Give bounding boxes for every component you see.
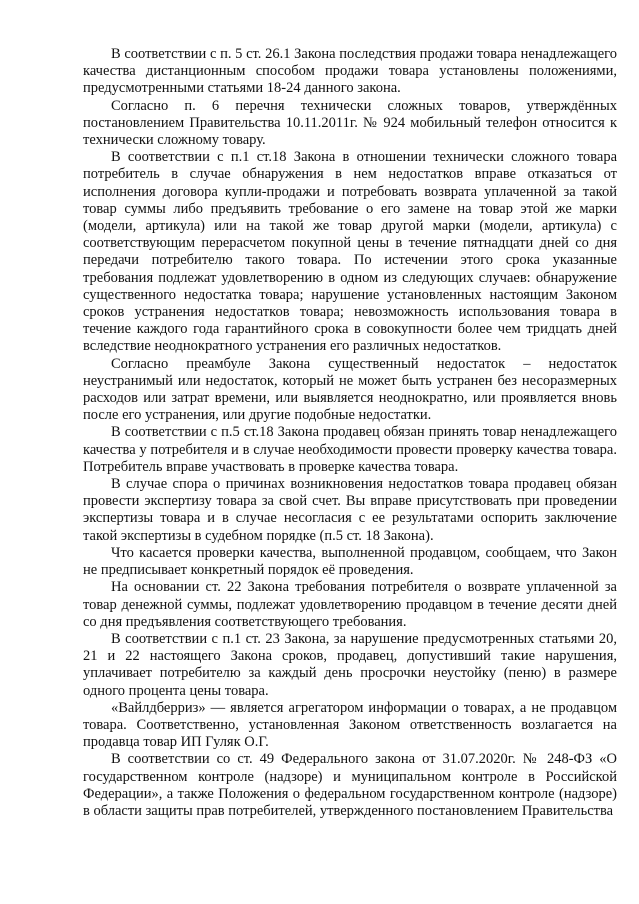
paragraph-federal-law-248: В соответствии со ст. 49 Федерального закона от 31.07.2020г. № 248-ФЗ «О государственном контроле (надзоре) и муниципальном контроле в Российской Федерации», а также Положения о федеральном государственном контроле (надзоре) в области защиты прав потребителей, утвержденного постановлением Правительства — [83, 751, 617, 819]
paragraph-quality-check: В соответствии с п.5 ст.18 Закона продавец обязан принять товар ненадлежащего качества у потребителя и в случае необходимости провести проверку качества товара. Потребитель вправе участвовать в проверке качества товара. — [83, 424, 617, 475]
paragraph-check-procedure: Что касается проверки качества, выполненной продавцом, сообщаем, что Закон не предписывает конкретный порядок её проведения. — [83, 544, 617, 579]
paragraph-article-23-penalty: В соответствии с п.1 ст. 23 Закона, за нарушение предусмотренных статьями 20, 21 и 22 настоящего Закона сроков, продавец, допустивший такие нарушения, уплачивает потребителю за каждый день просрочки неустойку (пеню) в размере одного процента цены товара. — [83, 630, 617, 699]
paragraph-aggregator: «Вайлдберриз» — является агрегатором информации о товарах, а не продавцом товара. Соответственно, установленная Законом ответственность возлагается на продавца товар ИП Гуляк О.Г. — [83, 699, 617, 751]
paragraph-article-18-rights: В соответствии с п.1 ст.18 Закона в отношении технически сложного товара потребитель в случае обнаружения в нем недостатков вправе отказаться от исполнения договора купли-продажи и потребовать возврата уплаченной за такой товар суммы либо предъявить требование о его замене на товар этой же марки (модели, артикула) или на такой же товар другой марки (модели, артикула) с соответствующим перерасчетом покупной цены в течение пятнадцати дней со дня передачи потребителю такого товара. По истечении этого срока указанные требования подлежат удовлетворению в одном из следующих случаев: обнаружение существенного недостатка товара; нарушение установленных настоящим Законом сроков устранения недостатков товара; невозможность использования товара в течение каждого года гарантийного срока в совокупности более чем тридцать дней вследствие неоднократного устранения его различных недостатков. — [83, 149, 617, 355]
paragraph-article-22-refund: На основании ст. 22 Закона требования потребителя о возврате уплаченной за товар денежной суммы, подлежат удовлетворению продавцом в течение десяти дней со дня предъявления соответствующего требования. — [83, 579, 617, 630]
paragraph-distance-sale: В соответствии с п. 5 ст. 26.1 Закона последствия продажи товара ненадлежащего качества дистанционным способом продажи товара установлены положениями, предусмотренными статьями 18-24 данного закона. — [83, 46, 617, 97]
paragraph-essential-defect: Согласно преамбуле Закона существенный недостаток – недостаток неустранимый или недостаток, который не может быть устранен без несоразмерных расходов или затрат времени, или выявляется неоднократно, или проявляется вновь после его устранения, или другие подобные недостатки. — [83, 355, 617, 424]
paragraph-technically-complex-goods: Согласно п. 6 перечня технически сложных товаров, утверждённых постановлением Правительства 10.11.2011г. № 924 мобильный телефон относится к технически сложному товару. — [83, 97, 617, 149]
paragraph-expertise: В случае спора о причинах возникновения недостатков товара продавец обязан провести экспертизу товара за свой счет. Вы вправе присутствовать при проведении экспертизы товара и в случае несогласия с ее результатами оспорить заключение такой экспертизы в судебном порядке (п.5 ст. 18 Закона). — [83, 476, 617, 544]
